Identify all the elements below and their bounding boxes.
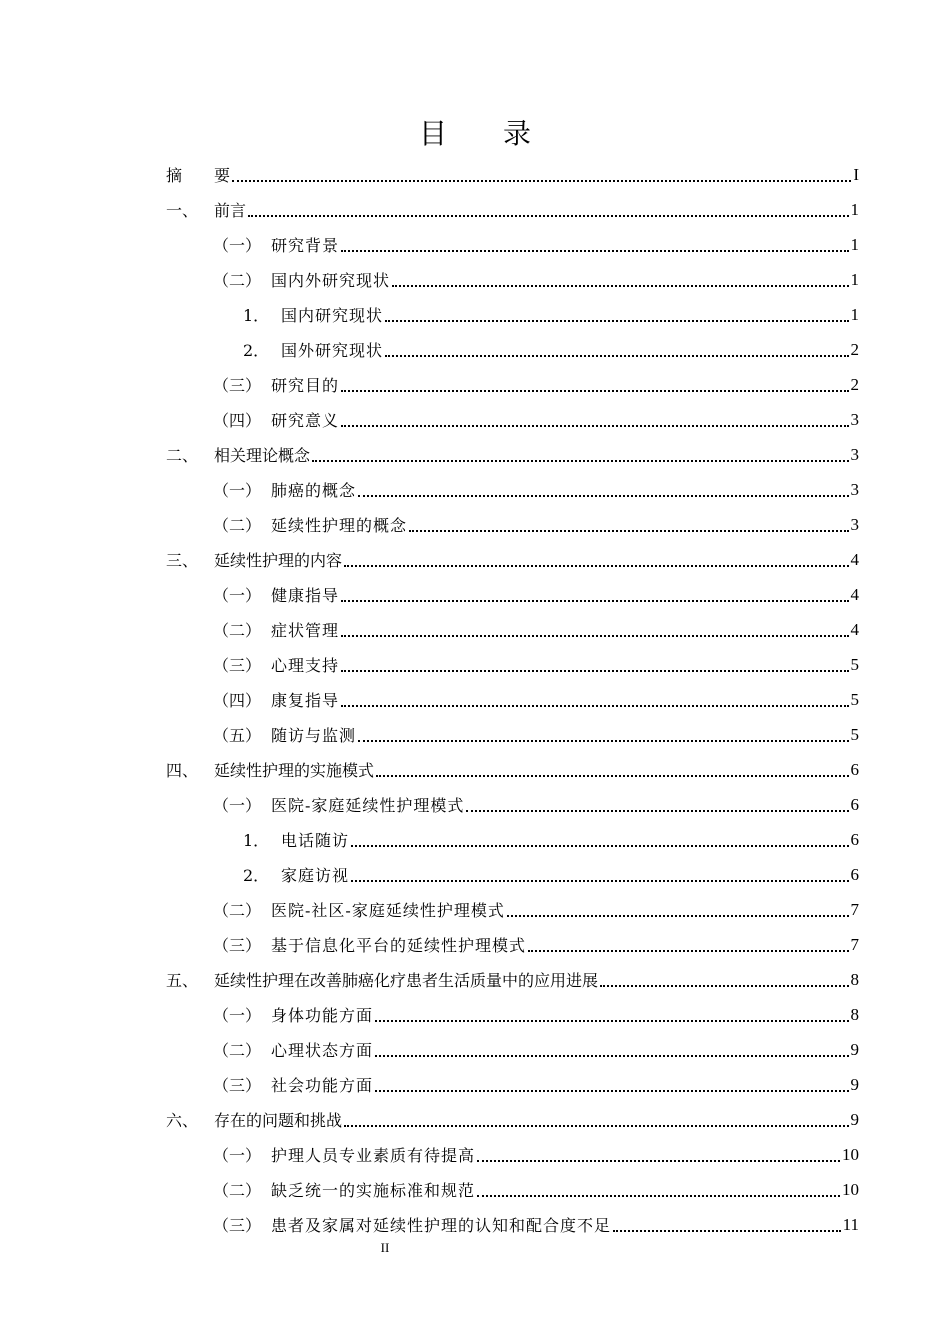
- toc-page-number: 8: [850, 969, 859, 989]
- toc-page-number: 5: [850, 724, 859, 744]
- dot-leader: [358, 479, 848, 497]
- toc-entry-title: 肺癌的概念: [271, 481, 357, 500]
- toc-entry-title: 社会功能方面: [271, 1076, 374, 1095]
- toc-page-number: 9: [850, 1039, 859, 1059]
- toc-page-number: 4: [850, 584, 859, 604]
- dot-leader: [341, 234, 848, 252]
- dot-leader: [385, 339, 848, 357]
- toc-entry-number: （四）: [213, 411, 262, 430]
- toc-page-number: 1: [850, 304, 859, 324]
- toc-entry[interactable]: [166, 262, 859, 297]
- toc-page-number: 7: [850, 934, 859, 954]
- toc-entry[interactable]: [166, 892, 859, 927]
- toc-page-number: 9: [850, 1109, 859, 1129]
- toc-entry-title: 延续性护理在改善肺癌化疗患者生活质量中的应用进展: [214, 971, 599, 990]
- toc-page-number: I: [853, 164, 859, 184]
- toc-page-number: 2: [850, 339, 859, 359]
- toc-page-number: 10: [842, 1144, 859, 1164]
- dot-leader: [600, 969, 848, 987]
- dot-leader: [528, 934, 848, 952]
- toc-page-number: 6: [850, 829, 859, 849]
- toc-entry-title: 心理支持: [271, 656, 340, 675]
- toc-entry[interactable]: [166, 542, 859, 577]
- toc-entry-title: 随访与监测: [271, 726, 357, 745]
- dot-leader: [477, 1179, 840, 1197]
- toc-entry[interactable]: [166, 1032, 859, 1067]
- toc-entry-number: 1．: [243, 831, 270, 850]
- dot-leader: [375, 1039, 848, 1057]
- toc-entry-number: （二）: [213, 1181, 262, 1200]
- toc-entry[interactable]: [166, 927, 859, 962]
- toc-page-number: 11: [842, 1214, 859, 1234]
- dot-leader: [341, 584, 848, 602]
- toc-entry-title: 相关理论概念: [214, 446, 311, 465]
- toc-entry-title: 研究目的: [271, 376, 340, 395]
- toc-page-number: 1: [850, 234, 859, 254]
- toc-entry-number: （二）: [213, 516, 262, 535]
- toc-entry-number: 2．: [243, 866, 270, 885]
- toc-page-number: 6: [850, 759, 859, 779]
- dot-leader: [341, 409, 848, 427]
- toc-page-number: 4: [850, 549, 859, 569]
- toc-entry[interactable]: [166, 997, 859, 1032]
- toc-entry-number: （三）: [213, 936, 262, 955]
- toc-entry-title: 存在的问题和挑战: [214, 1111, 343, 1130]
- toc-entry-title: 基于信息化平台的延续性护理模式: [271, 936, 527, 955]
- toc-entry[interactable]: [166, 577, 859, 612]
- toc-entry-title: 国内研究现状: [281, 306, 384, 325]
- toc-entry-title: 症状管理: [271, 621, 340, 640]
- toc-page-number: 9: [850, 1074, 859, 1094]
- toc-page-number: 1: [850, 269, 859, 289]
- toc-entry[interactable]: [166, 612, 859, 647]
- page-title: [0, 112, 950, 152]
- toc-page-number: 2: [850, 374, 859, 394]
- toc-entry-number: 二、: [166, 446, 199, 465]
- abstract-label-part-1: 摘: [166, 166, 183, 185]
- toc-entry[interactable]: [166, 752, 859, 787]
- toc-entry[interactable]: [166, 1207, 859, 1242]
- toc-entry[interactable]: [166, 717, 859, 752]
- toc-entry[interactable]: [166, 1102, 859, 1137]
- dot-leader: [466, 794, 848, 812]
- toc-page-number: 8: [850, 1004, 859, 1024]
- toc-entry-number: （三）: [213, 1076, 262, 1095]
- title-part-2: 录: [503, 117, 532, 150]
- toc-entry-number: （二）: [213, 271, 262, 290]
- toc-page-number: 3: [850, 409, 859, 429]
- toc-entry-number: 一、: [166, 201, 199, 220]
- dot-leader: [351, 864, 848, 882]
- toc-entry[interactable]: [166, 192, 859, 227]
- toc-page-number: 4: [850, 619, 859, 639]
- dot-leader: [344, 549, 848, 567]
- toc-entry[interactable]: [166, 507, 859, 542]
- dot-leader: [358, 724, 848, 742]
- toc-entry-number: （二）: [213, 621, 262, 640]
- toc-page-number: 3: [850, 514, 859, 534]
- toc-entry[interactable]: [166, 1067, 859, 1102]
- toc-entry[interactable]: [166, 472, 859, 507]
- toc-entry[interactable]: [166, 297, 859, 332]
- toc-entry-number: 四、: [166, 761, 199, 780]
- toc-entry-number: （一）: [213, 481, 262, 500]
- toc-entry-title: 医院-社区-家庭延续性护理模式: [271, 901, 505, 920]
- table-of-contents: [166, 157, 859, 1242]
- toc-entry[interactable]: [166, 1137, 859, 1172]
- toc-entry-number: （三）: [213, 376, 262, 395]
- toc-entry-number: （二）: [213, 901, 262, 920]
- toc-page-number: 6: [850, 794, 859, 814]
- toc-entry-title: 患者及家属对延续性护理的认知和配合度不足: [271, 1216, 612, 1235]
- toc-entry-number: 1．: [243, 306, 270, 325]
- toc-entry[interactable]: [166, 402, 859, 437]
- toc-entry-title: 延续性护理的内容: [214, 551, 343, 570]
- footer-page-number: II: [380, 1240, 390, 1255]
- dot-leader: [341, 689, 848, 707]
- abstract-label-part-2: 要: [214, 166, 231, 185]
- toc-entry-title: 研究背景: [271, 236, 340, 255]
- toc-page-number: 1: [850, 199, 859, 219]
- dot-leader: [477, 1144, 840, 1162]
- toc-entry-title: 家庭访视: [281, 866, 350, 885]
- toc-entry-number: 2．: [243, 341, 270, 360]
- toc-entry-number: （三）: [213, 656, 262, 675]
- dot-leader: [341, 654, 848, 672]
- toc-entry-title: 延续性护理的概念: [271, 516, 408, 535]
- toc-entry-number: （一）: [213, 796, 262, 815]
- dot-leader: [341, 374, 848, 392]
- toc-entry[interactable]: [166, 332, 859, 367]
- toc-entry[interactable]: [166, 822, 859, 857]
- dot-leader: [341, 619, 848, 637]
- toc-entry[interactable]: [166, 682, 859, 717]
- dot-leader: [392, 269, 848, 287]
- toc-entry-number: （四）: [213, 691, 262, 710]
- toc-entry-number: （三）: [213, 1216, 262, 1235]
- toc-entry-abstract[interactable]: [166, 157, 859, 192]
- dot-leader: [375, 1004, 848, 1022]
- toc-entry-number: 三、: [166, 551, 199, 570]
- dot-leader: [351, 829, 848, 847]
- toc-entry-title: 研究意义: [271, 411, 340, 430]
- toc-page-number: 6: [850, 864, 859, 884]
- toc-entry-number: （一）: [213, 1146, 262, 1165]
- toc-entry-title: 前言: [214, 201, 247, 220]
- toc-entry-number: （二）: [213, 1041, 262, 1060]
- toc-page-number: 10: [842, 1179, 859, 1199]
- toc-page-number: 5: [850, 689, 859, 709]
- toc-entry-title: 康复指导: [271, 691, 340, 710]
- toc-page-number: 3: [850, 444, 859, 464]
- toc-entry[interactable]: [166, 367, 859, 402]
- toc-page-number: 5: [850, 654, 859, 674]
- title-part-1: 目: [418, 117, 447, 150]
- toc-entry-title: 缺乏统一的实施标准和规范: [271, 1181, 476, 1200]
- toc-entry[interactable]: [166, 787, 859, 822]
- toc-entry-title: 电话随访: [281, 831, 350, 850]
- toc-entry-number: （一）: [213, 236, 262, 255]
- toc-entry-title: 心理状态方面: [271, 1041, 374, 1060]
- dot-leader: [409, 514, 848, 532]
- toc-entry-title: 医院-家庭延续性护理模式: [271, 796, 465, 815]
- toc-entry[interactable]: [166, 437, 859, 472]
- toc-entry[interactable]: [166, 857, 859, 892]
- dot-leader: [507, 899, 849, 917]
- toc-entry-title: 延续性护理的实施模式: [214, 761, 375, 780]
- dot-leader: [613, 1214, 841, 1232]
- dot-leader: [312, 444, 848, 462]
- toc-page-number: 7: [850, 899, 859, 919]
- toc-entry-number: （一）: [213, 586, 262, 605]
- toc-entry-title: 国内外研究现状: [271, 271, 391, 290]
- dot-leader: [248, 199, 848, 217]
- toc-entry-title: 身体功能方面: [271, 1006, 374, 1025]
- toc-entry[interactable]: [166, 1172, 859, 1207]
- toc-entry[interactable]: [166, 647, 859, 682]
- toc-entry-title: 健康指导: [271, 586, 340, 605]
- dot-leader: [375, 1074, 848, 1092]
- toc-page-number: 3: [850, 479, 859, 499]
- toc-entry[interactable]: [166, 962, 859, 997]
- toc-entry-title: 护理人员专业素质有待提高: [271, 1146, 476, 1165]
- dot-leader: [376, 759, 848, 777]
- toc-entry-number: 六、: [166, 1111, 199, 1130]
- toc-entry-title: 国外研究现状: [281, 341, 384, 360]
- toc-entry[interactable]: [166, 227, 859, 262]
- toc-entry-number: （五）: [213, 726, 262, 745]
- dot-leader: [344, 1109, 848, 1127]
- dot-leader: [385, 304, 848, 322]
- toc-entry-number: 五、: [166, 971, 199, 990]
- dot-leader: [232, 164, 851, 182]
- toc-entry-number: （一）: [213, 1006, 262, 1025]
